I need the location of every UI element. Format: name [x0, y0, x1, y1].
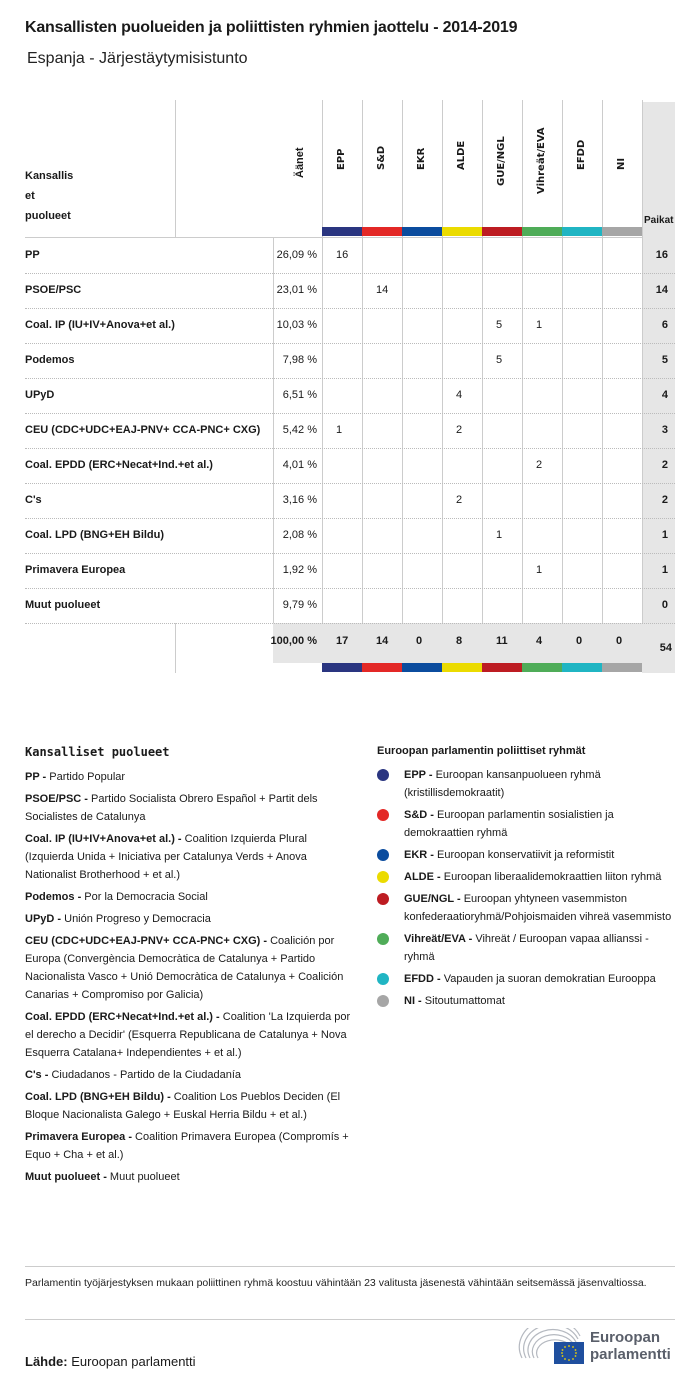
logo-text: Euroopan parlamentti	[590, 1329, 671, 1363]
group-color-swatch	[442, 227, 482, 236]
group-seats: 2	[456, 494, 463, 506]
group-full-name: Euroopan parlamentin sosialistien ja demokraattien ryhmä	[404, 809, 614, 839]
european-parliament-logo	[518, 1328, 678, 1368]
group-column-header: EKR	[416, 147, 427, 170]
group-seats: 5	[496, 319, 503, 331]
group-column-header: EPP	[336, 148, 347, 170]
party-abbr: PP -	[25, 771, 47, 783]
total-seats: 14	[655, 284, 668, 296]
group-abbr: EFDD -	[404, 973, 441, 985]
group-total-seats: 11	[496, 635, 508, 647]
group-color-swatch	[402, 227, 442, 236]
total-seats: 4	[661, 389, 668, 401]
group-seats: 4	[456, 389, 463, 401]
political-groups-legend	[377, 745, 677, 1014]
group-color-swatch	[602, 227, 642, 236]
source-label: Lähde:	[25, 1354, 68, 1369]
total-seats: 5	[661, 354, 668, 366]
group-color-swatch	[482, 663, 522, 672]
party-legend-item	[25, 790, 355, 826]
party-name: CEU (CDC+UDC+EAJ-PNV+ CCA-PNC+ CXG)	[25, 424, 261, 436]
group-abbr: ALDE -	[404, 871, 441, 883]
page-title: Kansallisten puolueiden ja poliittisten ryhmien jaottelu - 2014-2019	[25, 19, 518, 36]
group-column-header: EFDD	[576, 139, 587, 170]
party-abbr: Coal. EPDD (ERC+Necat+Ind.+et al.) -	[25, 1011, 220, 1023]
table-row	[25, 483, 675, 518]
group-total-seats: 0	[616, 635, 623, 647]
page-subtitle: Espanja - Järjestäytymisistunto	[27, 50, 248, 67]
party-name: Coal. IP (IU+IV+Anova+et al.)	[25, 319, 175, 331]
party-abbr: PSOE/PSC -	[25, 793, 88, 805]
party-legend-item	[25, 830, 355, 884]
totals-row	[25, 623, 675, 663]
party-legend-item	[25, 910, 355, 928]
party-name: PSOE/PSC	[25, 284, 82, 296]
table-row	[25, 553, 675, 588]
group-color-dot-icon	[377, 973, 389, 985]
vote-share: 26,09 %	[276, 249, 317, 261]
party-name: Muut puolueet	[25, 599, 101, 611]
group-abbr: EKR -	[404, 849, 434, 861]
group-color-swatch	[402, 663, 442, 672]
party-full-name: Muut puolueet	[106, 1171, 180, 1183]
group-legend-item	[377, 970, 677, 988]
party-name: PP	[25, 249, 40, 261]
group-seats: 2	[456, 424, 463, 436]
group-color-swatch	[362, 227, 402, 236]
party-legend-item	[25, 1088, 355, 1124]
group-legend-item	[377, 846, 677, 864]
party-name: Podemos	[25, 354, 75, 366]
total-seats: 1	[661, 529, 668, 541]
group-color-dot-icon	[377, 871, 389, 883]
group-legend-item	[377, 766, 677, 802]
party-full-name: Coalición por Europa (Convergència Democràtica de Catalunya + Partido Nacionalista Vasco + Unió Democràtica de Catalunya + Coalición Canarias + Compromiso por Galicia)	[25, 935, 344, 1001]
party-name: UPyD	[25, 389, 55, 401]
group-seats: 2	[536, 459, 543, 471]
group-seats: 1	[496, 529, 503, 541]
footnote: Parlamentin työjärjestyksen mukaan poliittinen ryhmä koostuu vähintään 23 valitusta jäsenestä vähintään seitsemässä jäsenvaltiossa.	[25, 1277, 647, 1289]
group-abbr: NI -	[404, 995, 422, 1007]
party-abbr: Podemos -	[25, 891, 82, 903]
party-abbr: Coal. LPD (BNG+EH Bildu) -	[25, 1091, 171, 1103]
total-seats: 3	[661, 424, 668, 436]
party-full-name: Coalition Los Pueblos Deciden (El Bloque Nacionalista Galego + Euskal Herria Bildu + et al.)	[25, 1091, 341, 1121]
group-color-dot-icon	[377, 893, 389, 905]
vote-share: 1,92 %	[282, 564, 317, 576]
party-full-name: Unión Progreso y Democracia	[61, 913, 211, 925]
group-full-name: Euroopan kansanpuolueen ryhmä (kristillisdemokraatit)	[404, 769, 601, 799]
group-legend-item	[377, 868, 677, 886]
group-color-swatch	[562, 663, 602, 672]
group-color-dot-icon	[377, 933, 389, 945]
vote-share: 23,01 %	[276, 284, 317, 296]
group-column-header: S&D	[376, 145, 387, 170]
vote-share: 6,51 %	[282, 389, 317, 401]
group-total-seats: 8	[456, 635, 463, 647]
group-full-name: Euroopan yhtyneen vasemmiston konfederaatioryhmä/Pohjoismaiden vihreä vasemmisto	[404, 893, 672, 923]
group-legend-item	[377, 806, 677, 842]
group-abbr: GUE/NGL -	[404, 893, 461, 905]
group-seats: 1	[536, 319, 543, 331]
group-total-seats: 0	[416, 635, 423, 647]
group-color-swatch	[482, 227, 522, 236]
group-seats: 1	[336, 424, 343, 436]
vote-share: 4,01 %	[282, 459, 317, 471]
party-legend-item	[25, 932, 355, 1004]
party-legend-item	[25, 888, 355, 906]
table-row	[25, 588, 675, 623]
party-full-name: Coalition Izquierda Plural (Izquierda Unida + Iniciativa per Catalunya Verds + Anova Nationalist Brotherhood + et al.)	[25, 833, 307, 881]
table-row	[25, 273, 675, 308]
table-row	[25, 308, 675, 343]
party-full-name: Partido Popular	[46, 771, 126, 783]
party-abbr: Primavera Europea -	[25, 1131, 132, 1143]
party-full-name: Por la Democracia Social	[81, 891, 208, 903]
group-column-header: Vihreät/EVA	[536, 127, 547, 194]
party-legend-item	[25, 1066, 355, 1084]
vote-share: 2,08 %	[282, 529, 317, 541]
group-legend-item	[377, 992, 677, 1010]
group-column-header: ALDE	[456, 140, 467, 170]
national-parties-legend	[25, 745, 355, 1190]
group-column-header: NI	[616, 157, 627, 170]
party-name: Coal. EPDD (ERC+Necat+Ind.+et al.)	[25, 459, 213, 471]
group-seats: 14	[376, 284, 389, 296]
group-total-seats: 0	[576, 635, 583, 647]
group-color-swatch	[522, 227, 562, 236]
divider	[25, 1319, 675, 1320]
group-legend-item	[377, 930, 677, 966]
divider	[25, 1266, 675, 1267]
group-color-swatch	[522, 663, 562, 672]
group-abbr: Vihreät/EVA -	[404, 933, 473, 945]
group-color-swatch	[362, 663, 402, 672]
table-row	[25, 378, 675, 413]
group-total-seats: 4	[536, 635, 543, 647]
group-total-seats: 17	[336, 635, 349, 647]
group-color-swatch	[442, 663, 482, 672]
total-seats: 1	[661, 564, 668, 576]
table-row	[25, 448, 675, 483]
group-seats: 5	[496, 354, 503, 366]
party-legend-item	[25, 1168, 355, 1186]
table-row	[25, 238, 675, 273]
table-row	[25, 343, 675, 378]
votes-column-header: Äänet	[294, 147, 306, 178]
column-divider	[175, 100, 176, 237]
vote-share: 7,98 %	[282, 354, 317, 366]
group-full-name: Euroopan liberaalidemokraattien liiton ryhmä	[440, 871, 662, 883]
total-seats: 2	[661, 459, 668, 471]
party-full-name: Coalition 'La Izquierda por el derecho a Decidir' (Esquerra Republicana de Catalunya + Nova Esquerra Catalana+ Independientes + et al.)	[25, 1011, 351, 1059]
group-color-swatch	[322, 227, 362, 236]
group-seats: 1	[536, 564, 543, 576]
total-seats: 2	[661, 494, 668, 506]
group-full-name: Vapauden ja suoran demokratian Eurooppa	[440, 973, 656, 985]
group-abbr: S&D -	[404, 809, 434, 821]
total-seats: 16	[655, 249, 668, 261]
group-column-header: GUE/NGL	[496, 136, 507, 186]
group-color-swatch	[602, 663, 642, 672]
party-abbr: UPyD -	[25, 913, 62, 925]
seats-column-header: Paikat	[644, 215, 674, 226]
party-name: Primavera Europea	[25, 564, 126, 576]
party-legend-item	[25, 1008, 355, 1062]
party-abbr: CEU (CDC+UDC+EAJ-PNV+ CCA-PNC+ CXG) -	[25, 935, 268, 947]
party-column-header: Kansallis et puolueet	[25, 170, 74, 222]
party-full-name: Partido Socialista Obrero Español + Partit dels Socialistes de Catalunya	[25, 793, 318, 823]
group-full-name: Euroopan konservatiivit ja reformistit	[433, 849, 615, 861]
source-line	[25, 1354, 196, 1369]
group-legend-item	[377, 890, 677, 926]
group-color-dot-icon	[377, 769, 389, 781]
group-abbr: EPP -	[404, 769, 433, 781]
party-name: C's	[25, 494, 42, 506]
vote-share: 3,16 %	[282, 494, 317, 506]
party-abbr: Muut puolueet -	[25, 1171, 107, 1183]
group-color-swatch	[562, 227, 602, 236]
party-name: Coal. LPD (BNG+EH Bildu)	[25, 529, 165, 541]
party-legend-item	[25, 1128, 355, 1164]
group-color-swatch	[322, 663, 362, 672]
party-full-name: Ciudadanos - Partido de la Ciudadanía	[48, 1069, 242, 1081]
group-full-name: Sitoutumattomat	[421, 995, 505, 1007]
vote-share: 5,42 %	[282, 424, 317, 436]
group-color-dot-icon	[377, 849, 389, 861]
group-full-name: Vihreät / Euroopan vapaa allianssi - ryhmä	[404, 933, 649, 963]
total-seats: 6	[661, 319, 668, 331]
party-legend-item	[25, 768, 355, 786]
party-abbr: Coal. IP (IU+IV+Anova+et al.) -	[25, 833, 182, 845]
group-total-seats: 14	[376, 635, 389, 647]
party-full-name: Coalition Primavera Europea (Compromís + Equo + Cha + et al.)	[25, 1131, 349, 1161]
vote-share: 9,79 %	[282, 599, 317, 611]
vote-share: 10,03 %	[276, 319, 317, 331]
group-color-dot-icon	[377, 995, 389, 1007]
grand-total-seats: 54	[659, 642, 672, 654]
national-parties-legend-title: Kansalliset puolueet	[25, 745, 170, 759]
group-seats: 16	[336, 249, 349, 261]
total-seats: 0	[661, 599, 668, 611]
hemicycle-flag-icon	[518, 1328, 588, 1368]
political-groups-legend-title: Euroopan parlamentin poliittiset ryhmät	[377, 745, 586, 757]
source-value: Euroopan parlamentti	[67, 1354, 196, 1369]
total-vote-share: 100,00 %	[270, 635, 317, 647]
table-row	[25, 518, 675, 553]
group-color-dot-icon	[377, 809, 389, 821]
table-row	[25, 413, 675, 448]
party-abbr: C's -	[25, 1069, 49, 1081]
